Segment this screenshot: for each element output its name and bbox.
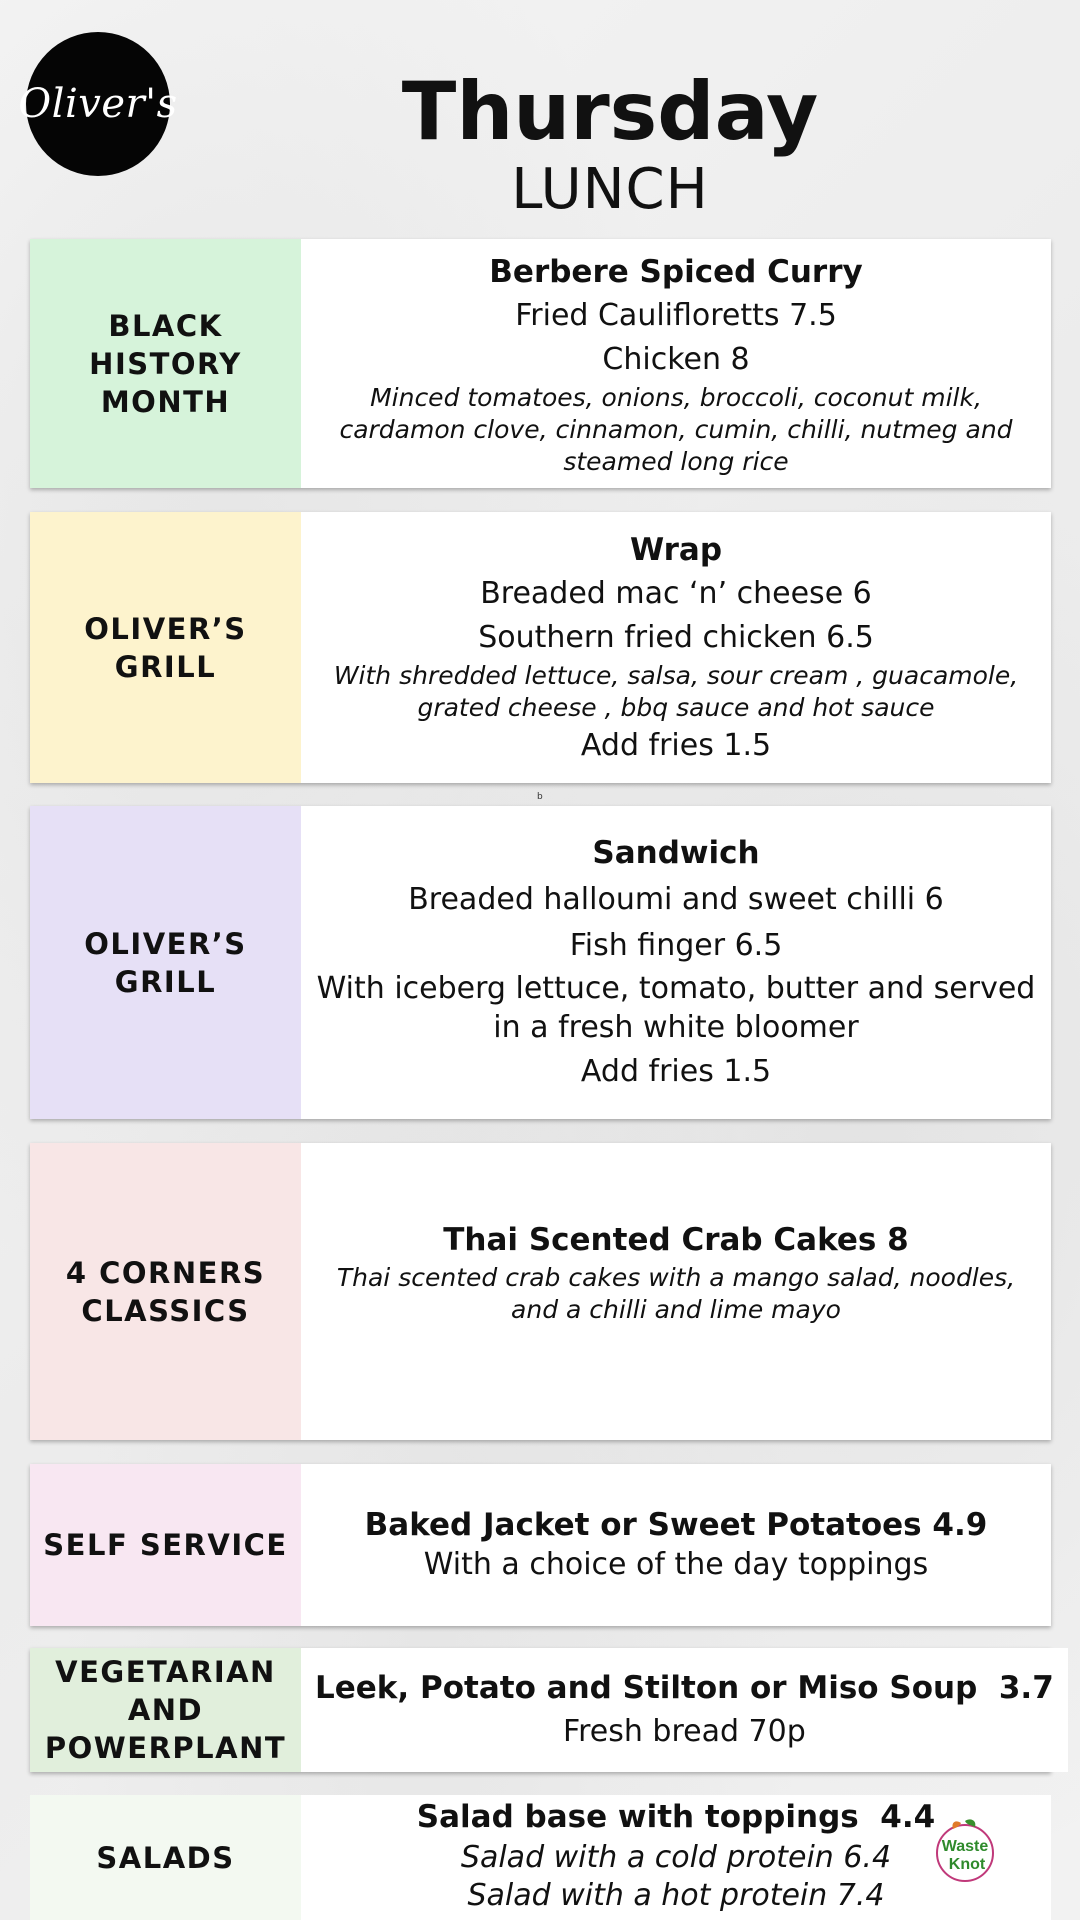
dish-title: Leek, Potato and Stilton or Miso Soup 3.7 — [315, 1670, 1054, 1706]
menu-section-self-service — [30, 1464, 1051, 1626]
dish-option: Breaded halloumi and sweet chilli 6 — [408, 881, 944, 917]
svg-text:Knot: Knot — [948, 1856, 986, 1873]
stray-mark: b — [537, 792, 543, 802]
section-content — [301, 806, 1051, 1119]
menu-section-vegetarian — [30, 1648, 1054, 1772]
dish-description: With shredded lettuce, salsa, sour cream , guacamole, grated cheese , bbq sauce and hot sauce — [333, 660, 1019, 722]
section-label: SELF SERVICE — [30, 1464, 301, 1626]
section-content — [301, 1143, 1051, 1440]
section-label: 4 CORNERS CLASSICS — [30, 1143, 301, 1440]
dish-title: Thai Scented Crab Cakes 8 — [443, 1221, 909, 1258]
section-label: SALADS — [30, 1795, 301, 1920]
dish-option: Salad with a hot protein 7.4 — [467, 1878, 885, 1913]
dish-title: Salad base with toppings 4.4 — [416, 1799, 936, 1835]
dish-option: With a choice of the day toppings — [423, 1547, 929, 1582]
dish-description: Minced tomatoes, onions, broccoli, coconut milk, cardamon clove, cinnamon, cumin, chilli, nutmeg and steamed long rice — [339, 382, 1013, 476]
waste-knot-logo — [929, 1815, 1001, 1887]
section-label: VEGETARIAN AND POWERPLANT — [30, 1648, 301, 1772]
meal-title: LUNCH — [511, 157, 709, 222]
dish-option: Salad with a cold protein 6.4 — [460, 1840, 892, 1875]
section-content — [301, 512, 1051, 783]
section-content — [301, 239, 1051, 488]
dish-option: Breaded mac ‘n’ cheese 6 — [480, 575, 872, 611]
menu-section-salads — [30, 1795, 1051, 1920]
dish-option: Fresh bread 70p — [563, 1714, 806, 1749]
dish-title: Wrap — [629, 531, 723, 568]
dish-option: Chicken 8 — [602, 341, 750, 377]
menu-section-grill-wrap — [30, 512, 1051, 783]
dish-title: Baked Jacket or Sweet Potatoes 4.9 — [364, 1507, 988, 1543]
section-label: OLIVER’S GRILL — [30, 512, 301, 783]
dish-description: With iceberg lettuce, tomato, butter and served in a fresh white bloomer — [316, 970, 1036, 1045]
section-label: OLIVER’S GRILL — [30, 806, 301, 1119]
section-label: BLACK HISTORY MONTH — [30, 239, 301, 488]
dish-description: Thai scented crab cakes with a mango salad, noodles, and a chilli and lime mayo — [336, 1262, 1016, 1324]
add-on: Add fries 1.5 — [580, 1053, 772, 1089]
dish-option: Southern fried chicken 6.5 — [478, 619, 874, 655]
day-title: Thursday — [401, 65, 819, 158]
dish-option: Fried Caulifloretts 7.5 — [515, 297, 837, 333]
menu-section-black-history — [30, 239, 1051, 488]
dish-title: Berbere Spiced Curry — [489, 253, 863, 290]
section-content — [301, 1795, 1051, 1920]
dish-option: Fish finger 6.5 — [569, 927, 783, 963]
dish-title: Sandwich — [592, 834, 760, 871]
menu-section-4-corners — [30, 1143, 1051, 1440]
section-content — [301, 1648, 1068, 1772]
logo-text: Oliver's — [18, 81, 178, 127]
olivers-logo — [18, 32, 178, 176]
add-on: Add fries 1.5 — [580, 727, 772, 763]
section-content — [301, 1464, 1051, 1626]
menu-section-grill-sandwich — [30, 806, 1051, 1119]
svg-text:Waste: Waste — [941, 1838, 989, 1855]
